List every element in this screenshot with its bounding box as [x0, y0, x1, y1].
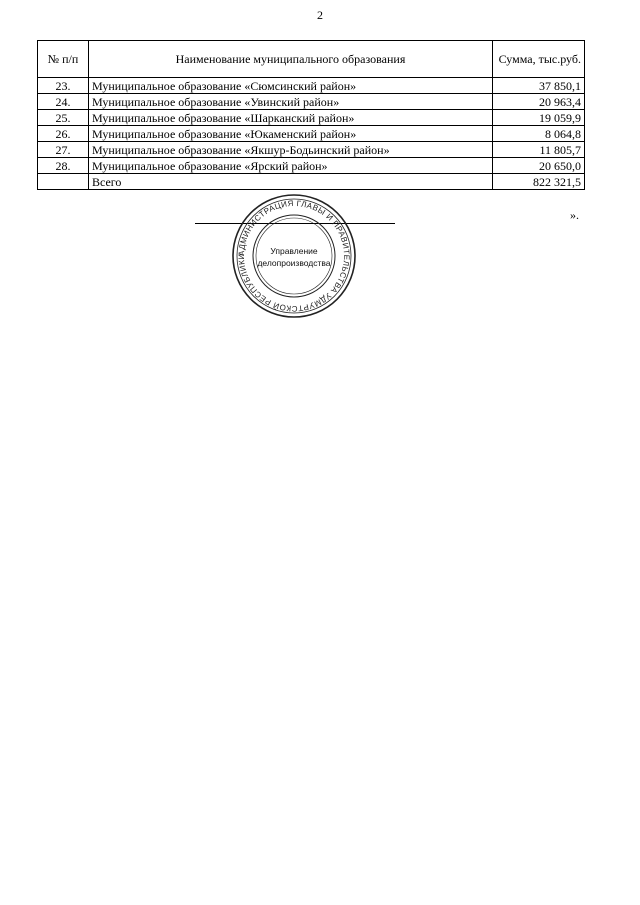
row-sum: 37 850,1 — [493, 78, 585, 94]
total-sum: 822 321,5 — [493, 174, 585, 190]
seal-outer-text: АДМИНИСТРАЦИЯ ГЛАВЫ И ПРАВИТЕЛЬСТВА УДМУРТСКОЙ РЕСПУБЛИКИ — [236, 198, 352, 314]
row-num: 26. — [38, 126, 89, 142]
row-sum: 19 059,9 — [493, 110, 585, 126]
table-row — [38, 126, 585, 142]
seal-inner-ring-2 — [256, 218, 332, 294]
seal-center-line-2: делопроизводства — [257, 258, 331, 268]
table-row — [38, 110, 585, 126]
row-name: Муниципальное образование «Сюмсинский район» — [89, 78, 493, 94]
table-row — [38, 94, 585, 110]
row-num: 27. — [38, 142, 89, 158]
header-name: Наименование муниципального образования — [89, 41, 493, 78]
row-name: Муниципальное образование «Увинский район» — [89, 94, 493, 110]
row-num: 28. — [38, 158, 89, 174]
table-row — [38, 142, 585, 158]
row-name: Муниципальное образование «Юкаменский район» — [89, 126, 493, 142]
row-name: Муниципальное образование «Шарканский район» — [89, 110, 493, 126]
row-name: Муниципальное образование «Якшур-Бодьинский район» — [89, 142, 493, 158]
row-num: 23. — [38, 78, 89, 94]
closing-quote: ». — [570, 208, 579, 222]
seal-inner-ring — [253, 215, 335, 297]
total-num-cell — [38, 174, 89, 190]
total-label: Всего — [89, 174, 493, 190]
header-sum: Сумма, тыс.руб. — [493, 41, 585, 78]
row-sum: 20 963,4 — [493, 94, 585, 110]
seal-outer-ring — [233, 195, 355, 317]
budget-table — [37, 40, 585, 190]
row-sum: 20 650,0 — [493, 158, 585, 174]
table-header-row — [38, 41, 585, 78]
row-sum: 8 064,8 — [493, 126, 585, 142]
table-row — [38, 158, 585, 174]
official-seal-icon — [230, 192, 358, 320]
seal-center-line-1: Управление — [270, 246, 318, 256]
row-num: 25. — [38, 110, 89, 126]
table-total-row — [38, 174, 585, 190]
header-num: № п/п — [38, 41, 89, 78]
row-name: Муниципальное образование «Ярский район» — [89, 158, 493, 174]
table-row — [38, 78, 585, 94]
page-number: 2 — [317, 8, 323, 22]
row-num: 24. — [38, 94, 89, 110]
row-sum: 11 805,7 — [493, 142, 585, 158]
